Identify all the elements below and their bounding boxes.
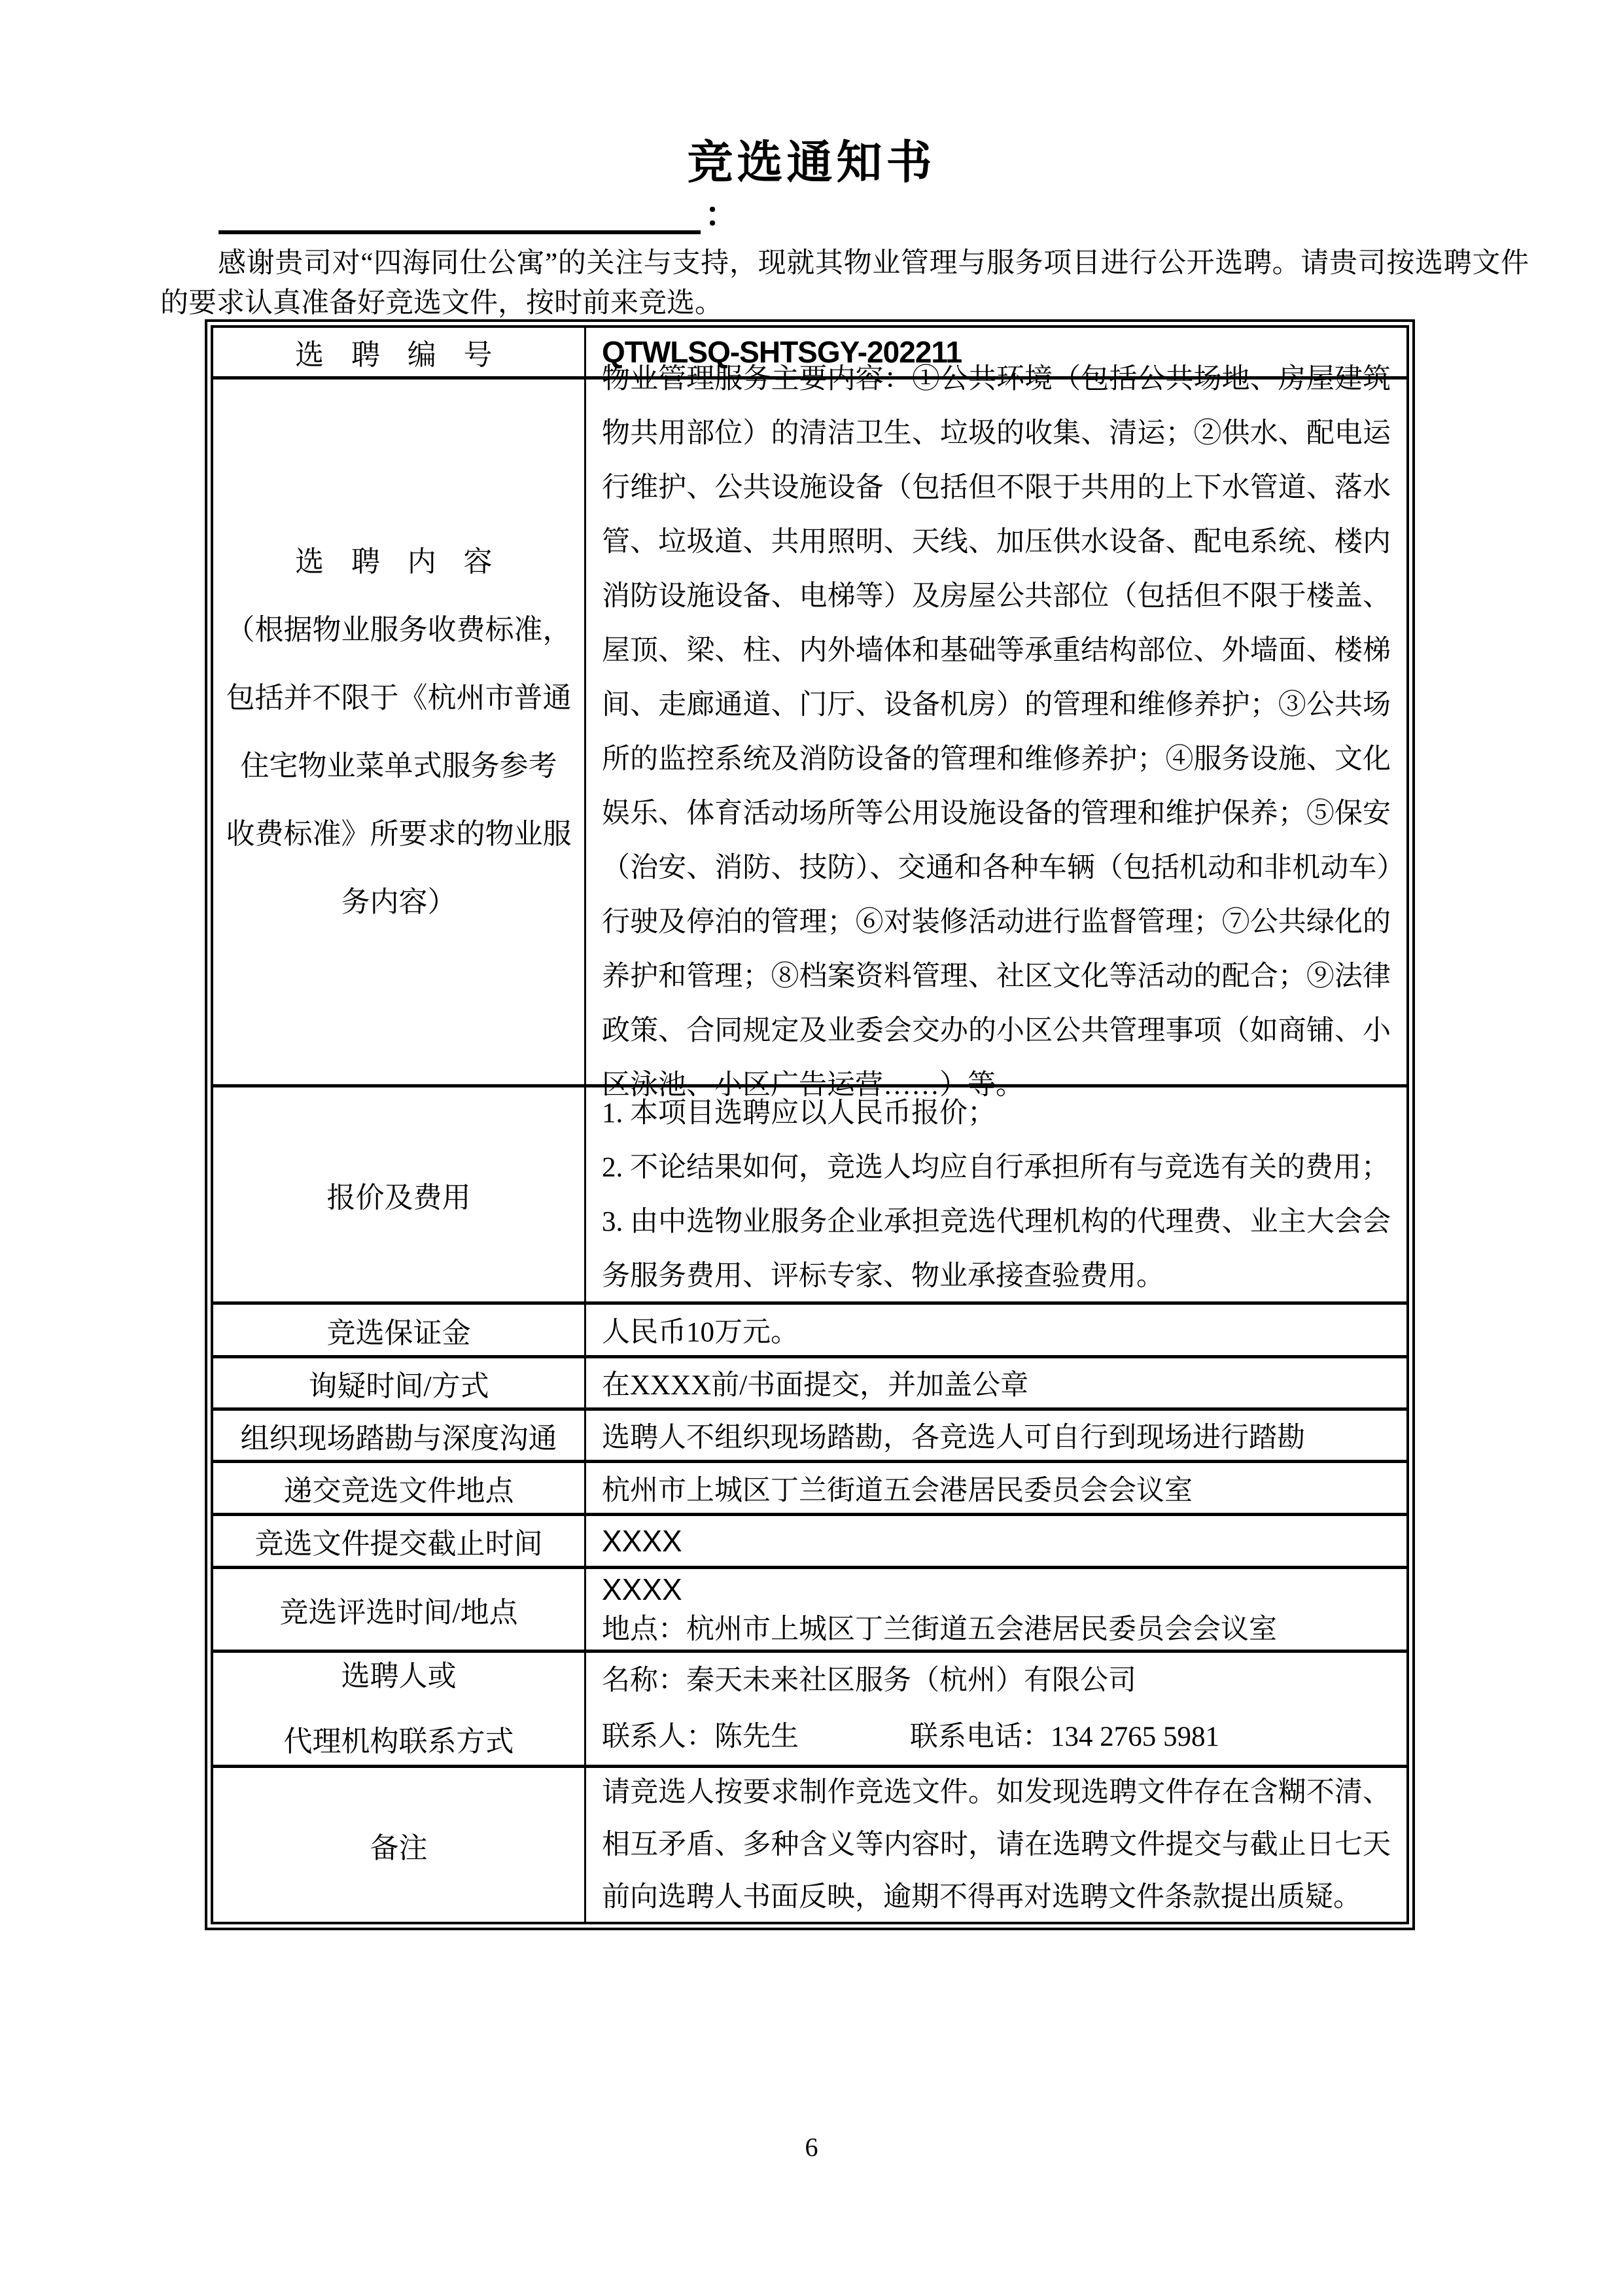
- row-label-cell: [213, 380, 584, 1084]
- salutation-colon: ：: [705, 197, 739, 234]
- row-label-note: 务内容）: [341, 885, 457, 918]
- row-label: 选 聘 编 号: [295, 339, 502, 371]
- table-row: [213, 1460, 1406, 1513]
- blank-underline: [218, 194, 701, 234]
- row-label: 代理机构联系方式: [283, 1725, 514, 1757]
- table-row: [213, 1407, 1406, 1460]
- contact-person: 联系人：陈先生: [602, 1721, 799, 1752]
- row-value-cell: [584, 1305, 1406, 1355]
- submission-place-value: 杭州市上城区丁兰街道五会港居民委员会会议室: [602, 1475, 1193, 1506]
- row-label: 询疑时间/方式: [308, 1369, 489, 1402]
- table-row: [213, 1765, 1406, 1922]
- contact-phone: 联系电话：134 2765 5981: [910, 1721, 1219, 1752]
- table-row: [213, 1513, 1406, 1566]
- row-label: 竞选评选时间/地点: [279, 1596, 518, 1629]
- table-row: [213, 1301, 1406, 1355]
- row-label: 组织现场踏勘与深度沟通: [240, 1422, 557, 1455]
- row-label: 报价及费用: [326, 1181, 471, 1214]
- remarks-text: 请竞选人按要求制作竞选文件。如发现选聘文件存在含糊不清、相互矛盾、多种含义等内容时，请在选聘文件提交与截止日七天前向选聘人书面反映，逾期不得再对选聘文件条款提出质疑。: [602, 1776, 1391, 1913]
- table-row: [213, 1084, 1406, 1301]
- row-label: 备注: [370, 1831, 428, 1864]
- employer-name: 名称：秦天未来社区服务（杭州）有限公司: [602, 1665, 1136, 1696]
- table-row: [213, 1650, 1406, 1765]
- evaluation-time-value: XXXX: [602, 1572, 682, 1606]
- row-value-cell: [584, 1569, 1406, 1650]
- row-label-note: 住宅物业菜单式服务参考: [240, 749, 557, 782]
- row-label: 递交竞选文件地点: [283, 1475, 514, 1507]
- row-label: 选聘人或: [341, 1659, 457, 1692]
- row-value-cell: [584, 1087, 1406, 1301]
- row-label: 竞选保证金: [326, 1316, 471, 1349]
- row-label: 竞选文件提交截止时间: [254, 1528, 543, 1560]
- intro-paragraph: 感谢贵司对“四海同仕公寓”的关注与支持，现就其物业管理与服务项目进行公开选聘。请贵司按选聘文件的要求认真准备好竞选文件，按时前来竞选。: [160, 248, 1529, 319]
- page-number: 6: [805, 2132, 818, 2162]
- inquiry-value: 在XXXX前/书面提交，并加盖公章: [602, 1370, 1029, 1401]
- deposit-value: 人民币10万元。: [602, 1317, 799, 1348]
- fee-item: 2. 不论结果如何，竞选人均应自行承担所有与竞选有关的费用；: [602, 1152, 1389, 1183]
- table-row: [213, 1355, 1406, 1407]
- page-title: 竞选通知书: [687, 138, 936, 188]
- row-label-note: 收费标准》所要求的物业服: [226, 817, 572, 850]
- row-label: 选 聘 内 容: [295, 545, 502, 578]
- row-label-note: 包括并不限于《杭州市普通: [226, 681, 572, 714]
- site-survey-value: 选聘人不组织现场踏勘，各竞选人可自行到现场进行踏勘: [602, 1422, 1305, 1453]
- row-value-cell: [584, 1516, 1406, 1566]
- contact-line: [602, 1709, 1391, 1765]
- row-value-cell: [584, 1358, 1406, 1407]
- row-label-note: （根据物业服务收费标准，: [226, 613, 572, 646]
- row-value-cell: [584, 1653, 1406, 1765]
- notice-table: [205, 319, 1415, 1930]
- table-row: [213, 363, 1406, 1101]
- row-value-cell: [584, 1463, 1406, 1513]
- row-value-cell: [584, 363, 1406, 1101]
- fee-item: 3. 由中选物业服务企业承担竞选代理机构的代理费、业主大会会务服务费用、评标专家、物业承接查验费用。: [602, 1206, 1391, 1292]
- recruitment-number: QTWLSQ-SHTSGY-202211: [602, 335, 962, 369]
- fee-item: 1. 本项目选聘应以人民币报价；: [602, 1097, 996, 1129]
- row-value-cell: [584, 1768, 1406, 1922]
- row-label-cell: [213, 1653, 584, 1765]
- salutation-line: [218, 194, 739, 234]
- deadline-value: XXXX: [602, 1524, 682, 1558]
- table-row: [213, 1566, 1406, 1650]
- row-value-cell: [584, 1411, 1406, 1460]
- service-content-text: 物业管理服务主要内容：①公共环境（包括公共场地、房屋建筑物共用部位）的清洁卫生、垃圾的收集、清运；②供水、配电运行维护、公共设施设备（包括但不限于共用的上下水管道、落水管、垃圾道、共用照明、天线、加压供水设备、配电系统、楼内消防设施设备、电梯等）及房屋公共部位（包括但不限于楼盖、屋顶、梁、柱、内外墙体和基础等承重结构部位、外墙面、楼梯间、走廊通道、门厅、设备机房）的管理和维修养护；③公共场所的监控系统及消防设备的管理和维修养护；④服务设施、文化娱乐、体育活动场所等公用设施设备的管理和维护保养；⑤保安（治安、消防、技防）、交通和各种车辆（包括机动和非机动车）行驶及停泊的管理；⑥对装修活动进行监督管理；⑦公共绿化的养护和管理；⑧档案资料管理、社区文化等活动的配合；⑨法律政策、合同规定及业委会交办的小区公共管理事项（如商铺、小区泳池、小区广告运营……）等。: [602, 363, 1391, 1101]
- evaluation-place-value: 地点：杭州市上城区丁兰街道五会港居民委员会会议室: [602, 1614, 1277, 1645]
